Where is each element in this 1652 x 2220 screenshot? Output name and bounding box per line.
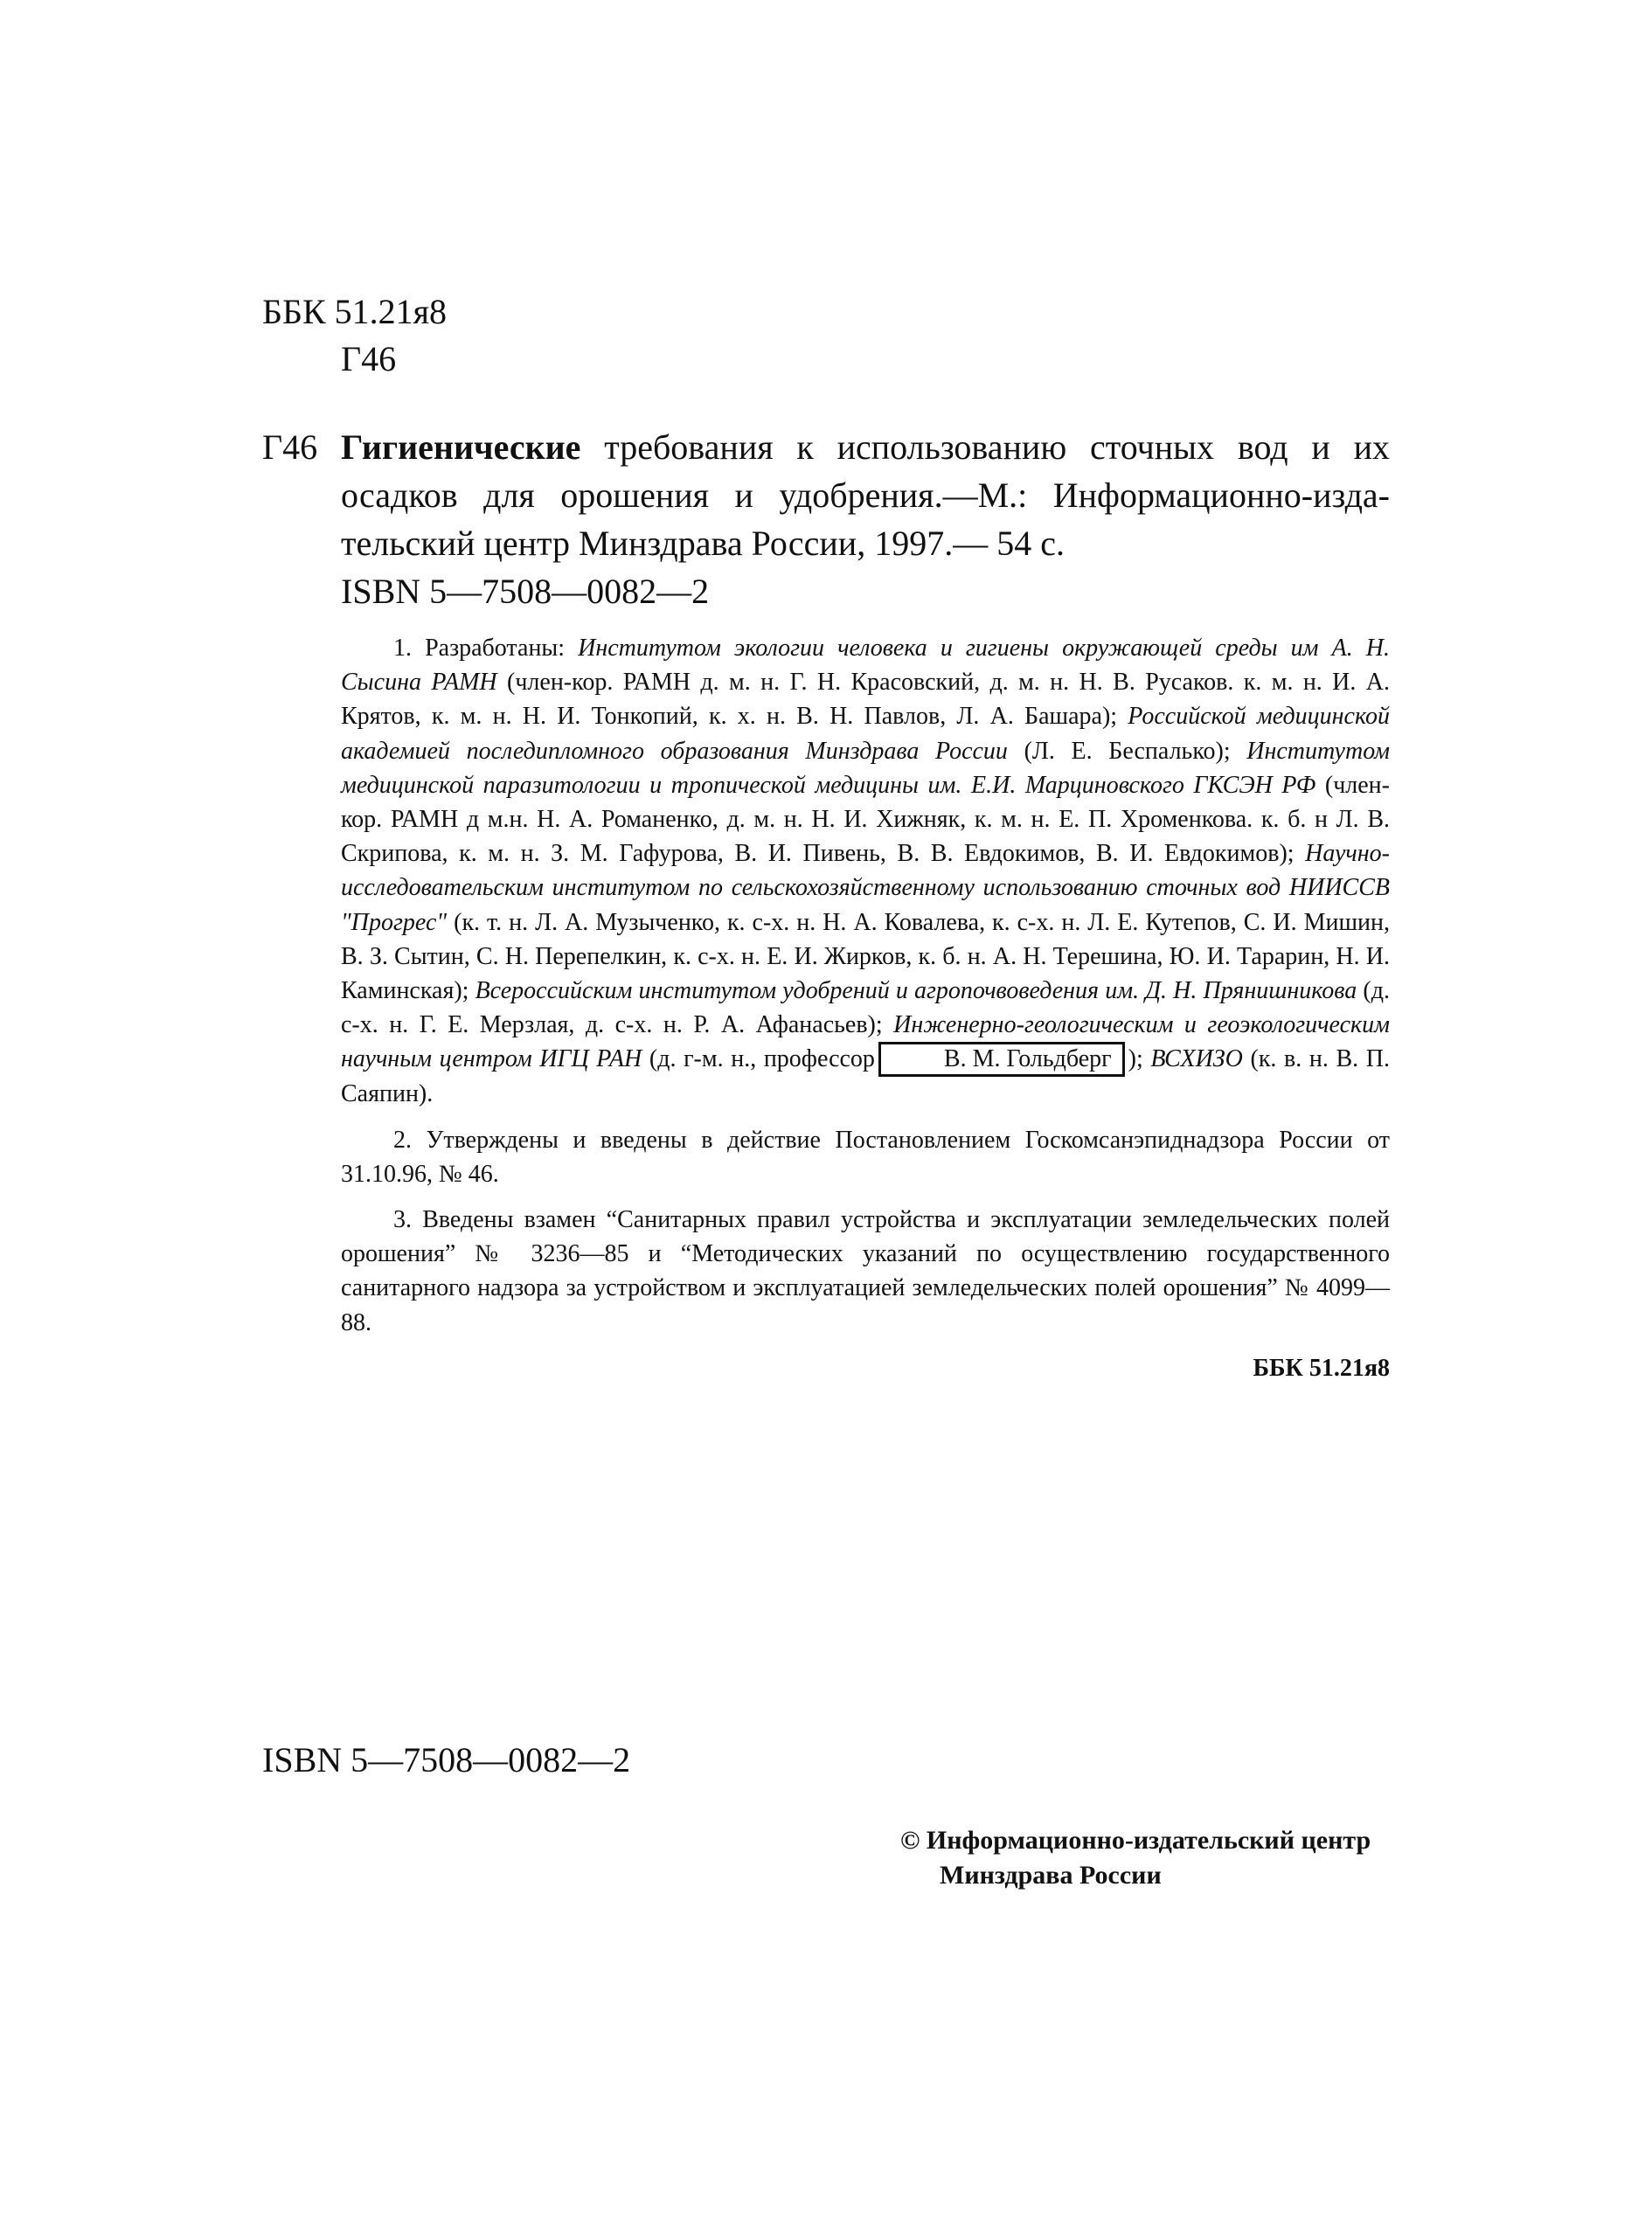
bbk-header — [262, 288, 447, 383]
title-bold-word: Гигиенические — [341, 427, 581, 467]
institute-6-close: ); — [1128, 1045, 1151, 1073]
institute-5-people: (д. с-х. н. Г. Е. Мерзлая, д. с-х. н. Р. А. Афанасьев); — [341, 977, 1390, 1039]
footer-isbn: ISBN 5—7508—0082—2 — [262, 1740, 631, 1779]
copyright-line-1: © Информационно-издательский центр — [900, 1826, 1371, 1855]
bibliographic-entry — [341, 423, 1390, 615]
institute-7: ВСХИЗО — [1150, 1045, 1243, 1073]
entry-isbn: ISBN 5—7508—0082—2 — [341, 572, 710, 611]
note-developers — [341, 631, 1390, 1112]
institute-3-people: (член-кор. РАМН д м.н. Н. А. Романенко, д. м. н. Н. И. Хижняк, к. м. н. Е. П. Хроменкова. к. б. н Л. В. Скрипова, к. м. н. З. М. Гафурова, В. И. Пивень, В. В. Евдокимов, В. И. Евдокимов); — [341, 771, 1390, 868]
title-line-2: осадков для орошения и удобрения.—М.: Информационно-изда- — [341, 475, 1390, 515]
institute-6-people: (д. г-м. н., профессор — [642, 1045, 875, 1073]
institute-2-people: (Л. Е. Беспалько); — [1007, 737, 1247, 765]
institute-4-people: (к. т. н. Л. А. Музыченко, к. с-х. н. Н. А. Ковалева, к. с-х. н. Л. Е. Кутепов, С. И. Мишин, В. З. Сытин, С. Н. Перепелкин, к. с-х. н. Е. И. Жирков, к. б. н. А. Н. Терешина, Ю. И. Тарарин, Н. И. Каминская); — [341, 908, 1390, 1005]
boxed-name: В. М. Гольдберг — [878, 1042, 1125, 1077]
institute-3: Институтом медицинской паразитологии и тропической медицины им. Е.И. Марциновского ГКСЭН РФ — [341, 737, 1390, 799]
title-line-3: тельский центр Минздрава России, 1997.— 54 с. — [341, 524, 1065, 563]
note-1-lead: 1. Разработаны: — [393, 635, 579, 662]
copyright — [900, 1823, 1371, 1893]
institute-2: Российской медицинской академией последипломного образования Минздрава России — [341, 703, 1390, 765]
bbk-right-row — [341, 1351, 1390, 1386]
copyright-line-2: Минздрава России — [940, 1861, 1162, 1890]
institute-6: Инженерно-геологическим и геоэкологическим научным центром ИГЦ РАН — [341, 1011, 1390, 1073]
institute-5: Всероссийским институтом удобрений и агропочвоведения им. Д. Н. Прянишникова — [475, 977, 1357, 1005]
institute-7-people: (к. в. н. В. П. Саяпин). — [341, 1045, 1391, 1108]
author-mark: Г46 — [341, 339, 397, 378]
institute-1-people: (член-кор. РАМН д. м. н. Г. Н. Красовский, д. м. н. Н. В. Русаков. к. м. н. И. А. Крятов, к. м. н. Н. И. Тонкопий, к. х. н. В. Н. Павлов, Л. А. Башара); — [341, 669, 1391, 731]
title-line-1-rest: требования к использованию сточных вод и их — [604, 427, 1390, 467]
entry-author-mark: Г46 — [262, 427, 318, 467]
institute-4: Научно-исследовательским институтом по сельскохозяйственному использованию сточных вод НИИССВ "Прогрес" — [341, 840, 1390, 936]
note-approval: 2. Утверждены и введены в действие Постановлением Госкомсанэпиднадзора России от 31.10.96, № 46. — [341, 1126, 1390, 1188]
institute-1: Институтом экологии человека и гигиены окружающей среды им А. Н. Сысина РАМН — [341, 635, 1390, 697]
title-line-1 — [341, 423, 1390, 471]
notes-block — [341, 631, 1390, 1386]
note-replacement: 3. Введены взамен “Санитарных правил устройства и эксплуатации земледельческих полей орошения” № 3236—85 и “Методических указаний по осуществлению государственного санитарного надзора за устройством и эксплуатацией земледельческих полей орошения” № 4099—88. — [341, 1206, 1390, 1336]
bbk-right: ББК 51.21я8 — [1253, 1354, 1390, 1382]
bbk-code: ББК 51.21я8 — [262, 292, 448, 331]
